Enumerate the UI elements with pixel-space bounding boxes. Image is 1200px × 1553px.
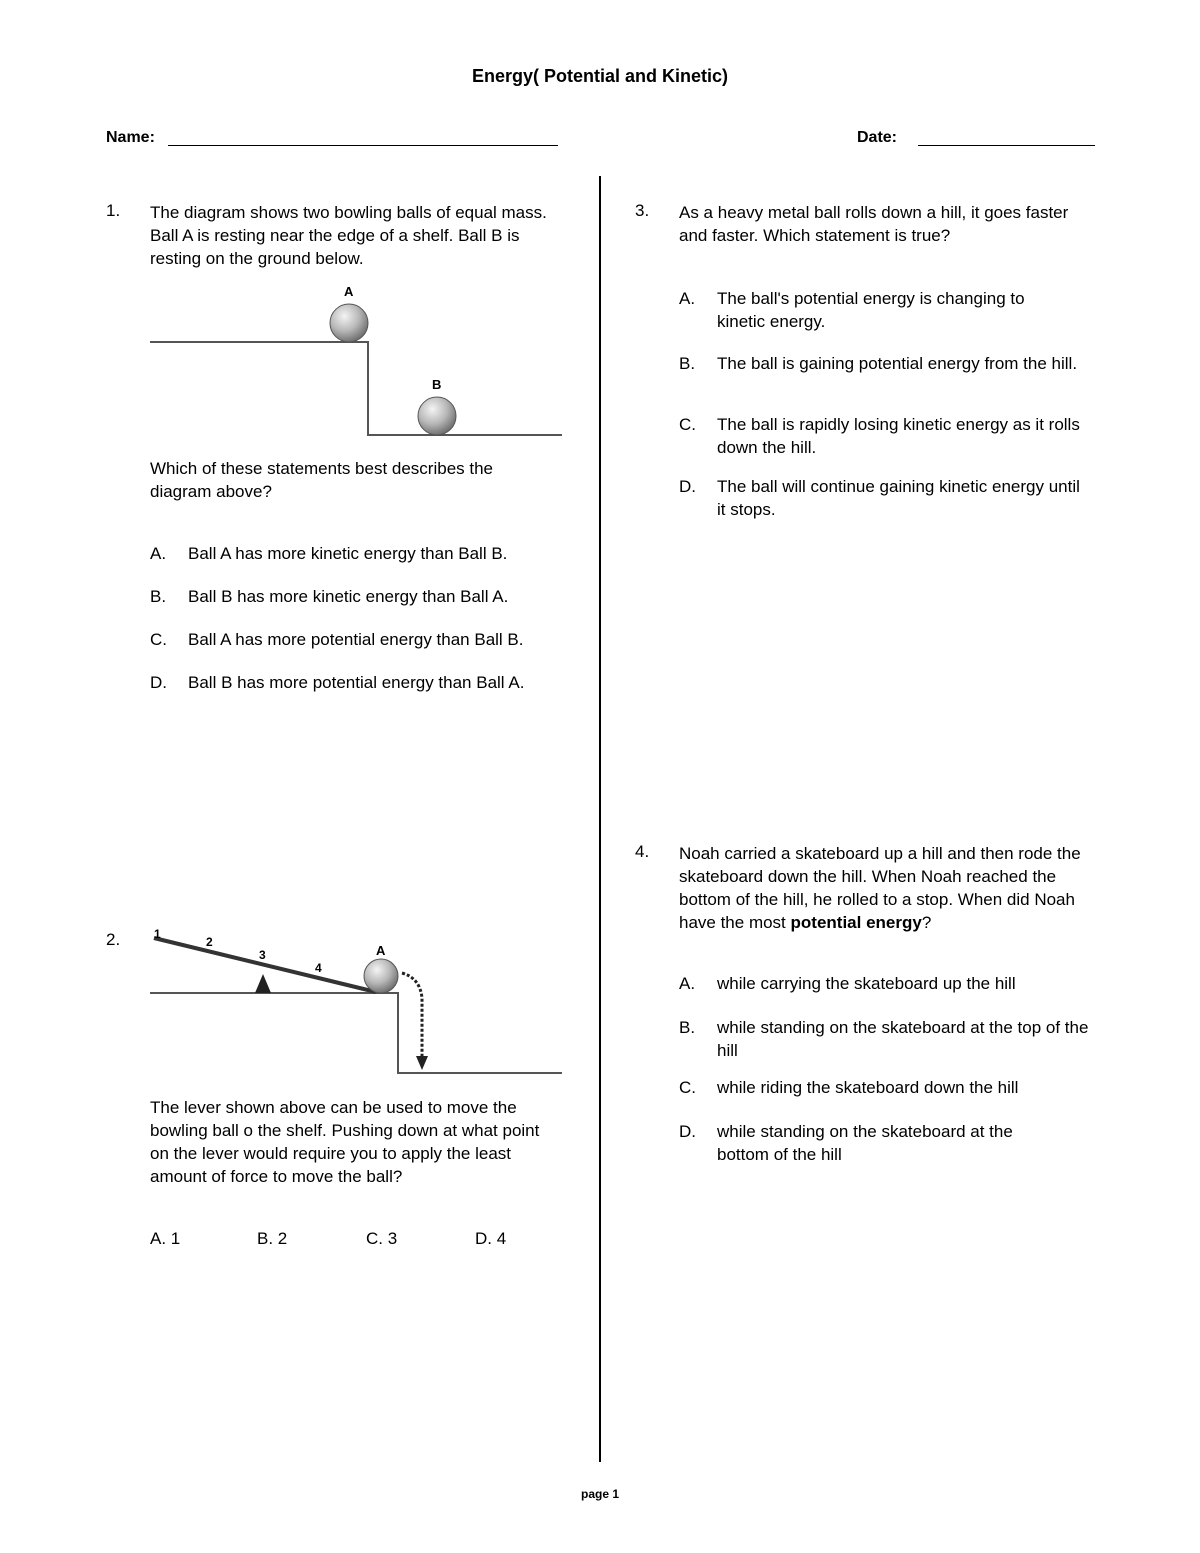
option-letter: D. xyxy=(679,477,696,496)
option-text: while standing on the skateboard at the bottom of the hill xyxy=(717,1122,1013,1164)
q1-number: 1. xyxy=(106,201,121,220)
q3-option-d[interactable] xyxy=(679,475,1094,521)
q2-diagram xyxy=(140,918,570,1083)
q1-diagram xyxy=(140,278,570,448)
q2-option-a[interactable]: A. 1 xyxy=(150,1229,181,1248)
q1-option-b[interactable] xyxy=(150,585,590,608)
option-letter: C. xyxy=(150,630,167,649)
q4-text-start: Noah carried a skateboard up a hill and then rode the skateboard down the hill. When Noah reached the bottom of the hill, he rolled to a stop. When did Noah have the most xyxy=(679,844,1081,932)
column-divider xyxy=(599,176,601,1462)
q2-option-b[interactable]: B. 2 xyxy=(257,1229,288,1248)
shelf-outline xyxy=(150,993,562,1073)
ball-a xyxy=(364,959,398,993)
name-field[interactable] xyxy=(168,145,558,146)
q4-option-c[interactable] xyxy=(679,1076,1099,1099)
q1-option-c[interactable] xyxy=(150,628,590,651)
option-letter: B. xyxy=(679,354,696,373)
q1-option-a[interactable] xyxy=(150,542,590,565)
option-text: while riding the skateboard down the hill xyxy=(717,1078,1019,1097)
q4-number: 4. xyxy=(635,842,650,861)
option-text: while carrying the skateboard up the hill xyxy=(717,974,1016,993)
q4-text xyxy=(679,842,1099,934)
point-4-label: 4 xyxy=(315,961,322,975)
q2-number: 2. xyxy=(106,930,121,949)
point-1-label: 1 xyxy=(154,927,161,941)
option-letter: B. xyxy=(150,587,167,606)
name-label: Name: xyxy=(106,129,155,146)
ball-a-label: A xyxy=(376,943,386,958)
option-letter: B. xyxy=(679,1018,696,1037)
q4-option-d[interactable] xyxy=(679,1120,1099,1166)
option-letter: C. xyxy=(679,1078,696,1097)
q4-text-end: ? xyxy=(921,913,932,932)
page-title: Energy( Potential and Kinetic) xyxy=(471,66,729,86)
drop-arrowhead xyxy=(416,1056,428,1070)
ball-a-label: A xyxy=(344,284,354,299)
option-text: The ball is rapidly losing kinetic energy as it rolls down the hill. xyxy=(717,415,1080,457)
q4-text-emphasis: potential energy xyxy=(790,913,922,932)
shelf-outline xyxy=(150,342,562,435)
option-letter: D. xyxy=(679,1122,696,1141)
option-text: The ball will continue gaining kinetic energy until it stops. xyxy=(717,477,1080,519)
drop-path xyxy=(402,973,422,1056)
q2-option-c[interactable]: C. 3 xyxy=(366,1229,398,1248)
page-number: page 1 xyxy=(580,1487,619,1501)
option-letter: A. xyxy=(679,974,696,993)
q2-text: The lever shown above can be used to move the bowling ball o the shelf. Pushing down at what point on the lever would require you to apply the least amount of force to move the ball? xyxy=(150,1098,540,1186)
date-field[interactable] xyxy=(918,145,1095,146)
option-text: Ball A has more potential energy than Ball B. xyxy=(188,630,524,649)
date-label: Date: xyxy=(857,129,898,146)
q2-option-d[interactable]: D. 4 xyxy=(475,1229,507,1248)
option-text: Ball B has more potential energy than Ball A. xyxy=(188,673,525,692)
option-letter: C. xyxy=(679,415,696,434)
q3-number: 3. xyxy=(635,201,650,220)
q3-text: As a heavy metal ball rolls down a hill, it goes faster and faster. Which statement is true? xyxy=(679,203,1069,245)
ball-b xyxy=(418,397,456,435)
point-2-label: 2 xyxy=(206,935,213,949)
option-letter: A. xyxy=(679,289,696,308)
q3-option-b[interactable] xyxy=(679,352,1094,398)
option-letter: A. xyxy=(150,544,167,563)
q3-option-a[interactable] xyxy=(679,287,1094,333)
option-text: The ball is gaining potential energy from the hill. xyxy=(717,354,1078,373)
option-text: Ball B has more kinetic energy than Ball A. xyxy=(188,587,509,606)
q4-option-b[interactable] xyxy=(679,1016,1099,1062)
q1-option-d[interactable] xyxy=(150,671,590,694)
q3-option-c[interactable] xyxy=(679,413,1094,459)
option-letter: D. xyxy=(150,673,167,692)
option-text: The ball's potential energy is changing to kinetic energy. xyxy=(717,289,1025,331)
ball-a xyxy=(330,304,368,342)
ball-b-label: B xyxy=(432,377,442,392)
option-text: Ball A has more kinetic energy than Ball B. xyxy=(188,544,508,563)
q4-option-a[interactable] xyxy=(679,972,1099,995)
q1-prompt: Which of these statements best describes the diagram above? xyxy=(150,459,494,501)
option-text: while standing on the skateboard at the top of the hill xyxy=(717,1018,1089,1060)
q1-text: The diagram shows two bowling balls of equal mass. Ball A is resting near the edge of a shelf. Ball B is resting on the ground below. xyxy=(150,203,547,268)
point-3-label: 3 xyxy=(259,948,266,962)
fulcrum xyxy=(255,974,271,993)
